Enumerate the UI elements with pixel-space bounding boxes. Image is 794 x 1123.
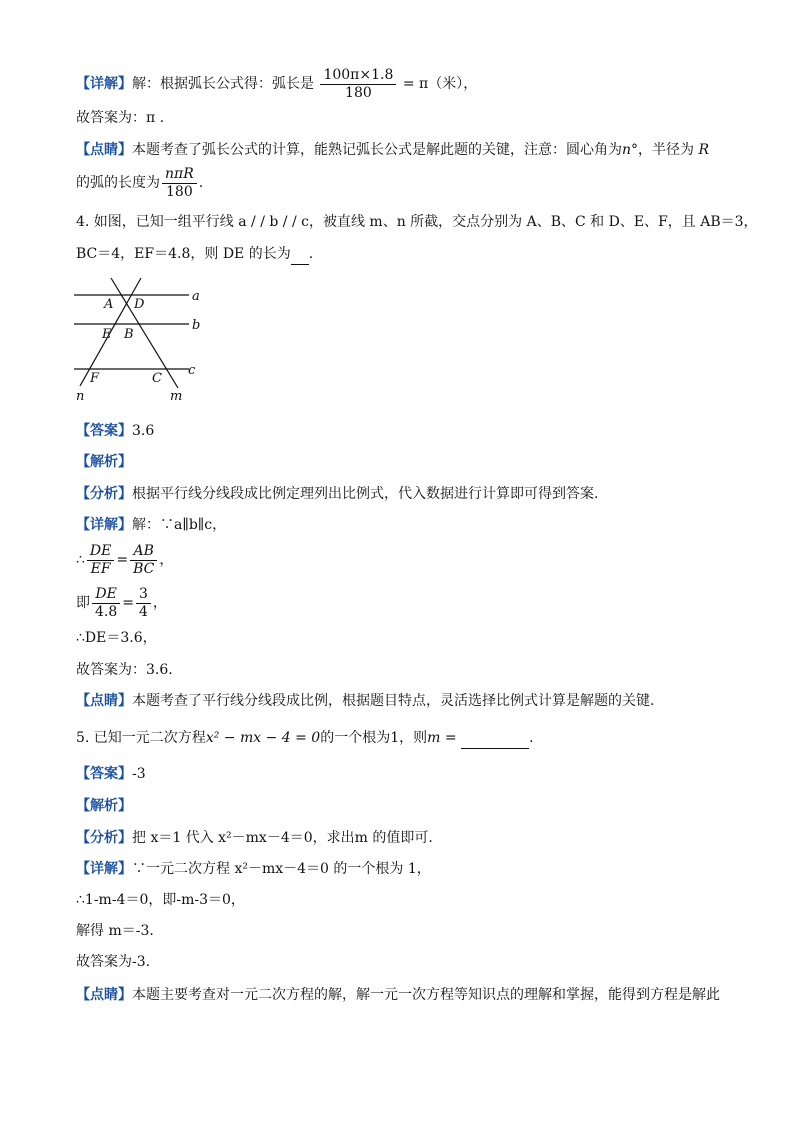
step-prefix: ∴ — [76, 552, 85, 568]
q3-comment-line-2 — [76, 163, 203, 203]
answer-blank — [291, 244, 309, 265]
fraction-numerator: AB — [130, 543, 157, 561]
q5-equation: x² − mx − 4 = 0 — [205, 730, 321, 746]
label-F: F — [90, 371, 100, 386]
detail-label: 【详解】 — [76, 861, 132, 877]
fraction-numerator: DE — [87, 543, 114, 561]
answer-blank — [461, 728, 529, 749]
q4-stem-text: BC＝4，EF＝4.8，则 DE 的长为 — [76, 246, 291, 262]
q5-fenxi-line — [76, 828, 433, 848]
answer-label: 【答案】 — [76, 423, 132, 439]
fenxi-label: 【分析】 — [76, 830, 132, 846]
q5-comment-line — [76, 985, 720, 1005]
q4-conclusion: 故答案为：3.6. — [76, 662, 173, 678]
q4-step-3: ∴DE＝3.6， — [76, 630, 157, 646]
comment-text-3: 的弧的长度为 — [76, 175, 160, 191]
q3-answer-line: 故答案为：π . — [76, 110, 165, 126]
q5-analysis-label — [76, 796, 132, 816]
q5-step-1: ∴1-m-4＝0，即-m-3＝0， — [76, 892, 245, 908]
q5-conclusion: 故答案为-3. — [76, 954, 151, 970]
q4-stem-line-2 — [76, 244, 313, 265]
comment-label: 【点睛】 — [76, 693, 132, 709]
q5-detail-line — [76, 859, 431, 879]
analysis-label: 【解析】 — [76, 798, 132, 814]
label-m: m — [170, 389, 183, 404]
comment-text: 本题考查了弧长公式的计算，能熟记弧长公式是解此题的关键，注意：圆心角为 — [132, 142, 622, 158]
fraction-denominator: BC — [133, 560, 155, 577]
parallel-lines-figure — [66, 276, 216, 404]
q4-stem-end: . — [308, 246, 314, 262]
arc-length-fraction — [320, 67, 396, 102]
fraction-denominator: EF — [90, 560, 111, 577]
label-c: c — [188, 363, 196, 378]
label-a: a — [192, 289, 200, 304]
answer-value: 3.6 — [132, 423, 155, 439]
fenxi-text: 根据平行线分线段成比例定理列出比例式，代入数据进行计算即可得到答案. — [132, 486, 599, 502]
q5-stem-line — [76, 728, 534, 749]
label-n: n — [76, 389, 85, 404]
detail-label: 【详解】 — [76, 76, 132, 92]
detail-text: 解：根据弧长公式得：弧长是 — [132, 76, 314, 92]
q5-answer-line — [76, 764, 146, 784]
fraction-numerator: 3 — [136, 586, 151, 604]
label-E: E — [102, 327, 112, 342]
label-A: A — [104, 297, 114, 312]
fraction-ab-bc — [130, 543, 157, 578]
label-D: D — [134, 297, 145, 312]
n-degree: n° — [622, 142, 639, 158]
step-end: ， — [159, 552, 174, 568]
q4-step-1 — [76, 540, 173, 580]
comment-label: 【点睛】 — [76, 142, 132, 158]
fraction-numerator: nπR — [162, 166, 197, 184]
q5-stem-end: . — [529, 730, 534, 746]
comment-text: 本题考查了平行线分线段成比例，根据题目特点，灵活选择比例式计算是解题的关键. — [132, 693, 655, 709]
detail-text: 解：∵a∥b∥c， — [132, 517, 227, 533]
fraction-denominator: 180 — [345, 84, 372, 101]
comment-text: 本题主要考查对一元二次方程的解，解一元一次方程等知识点的理解和掌握，能得到方程是解此 — [132, 987, 720, 1003]
q4-comment-line — [76, 691, 654, 711]
detail-text: ∵一元二次方程 x²－mx－4＝0 的一个根为 1， — [132, 861, 431, 877]
detail-result: = π（米）， — [402, 76, 478, 92]
fenxi-label: 【分析】 — [76, 486, 132, 502]
fraction-de-ef — [87, 543, 114, 578]
equals-sign: = — [116, 552, 129, 568]
q4-analysis-label — [76, 452, 132, 472]
step-end: ， — [152, 595, 167, 611]
equals-sign: = — [122, 595, 134, 611]
fraction-denominator: 4 — [139, 603, 148, 620]
comment-text-2: ，半径为 — [638, 142, 695, 158]
answer-label: 【答案】 — [76, 766, 132, 782]
comment-end: . — [198, 175, 204, 191]
q4-answer-line — [76, 421, 154, 441]
q3-detail-line — [76, 64, 477, 104]
label-B: B — [124, 327, 134, 342]
q3-comment-line-1 — [76, 140, 709, 160]
arc-formula-fraction — [162, 166, 197, 201]
answer-value: -3 — [132, 766, 146, 782]
q4-stem-line-1: 4. 如图，已知一组平行线 a / / b / / c，被直线 m、n 所截，交点分别为 A、B、C 和 D、E、F，且 AB＝3， — [76, 214, 758, 230]
fenxi-text: 把 x＝1 代入 x²－mx－4＝0，求出m 的值即可. — [132, 830, 433, 846]
fraction-de-48 — [92, 586, 120, 621]
radius-R: R — [698, 142, 710, 158]
fraction-denominator: 180 — [166, 183, 193, 200]
q5-stem-text-2: 的一个根为1，则 — [320, 730, 428, 746]
q4-step-2 — [76, 583, 167, 623]
step-prefix: 即 — [76, 595, 90, 611]
label-C: C — [152, 371, 162, 386]
q4-fenxi-line — [76, 484, 598, 504]
fraction-numerator: DE — [92, 586, 120, 604]
label-b: b — [192, 318, 201, 333]
q4-detail-line — [76, 515, 226, 535]
comment-label: 【点睛】 — [76, 987, 132, 1003]
q5-step-2: 解得 m＝-3. — [76, 923, 154, 939]
analysis-label: 【解析】 — [76, 454, 132, 470]
fraction-denominator: 4.8 — [95, 603, 118, 620]
q5-stem-text: 5. 已知一元二次方程 — [76, 730, 206, 746]
fraction-numerator: 100π×1.8 — [320, 67, 396, 85]
detail-label: 【详解】 — [76, 517, 132, 533]
q5-m-variable: m = — [427, 730, 457, 746]
fraction-3-4 — [136, 586, 151, 621]
